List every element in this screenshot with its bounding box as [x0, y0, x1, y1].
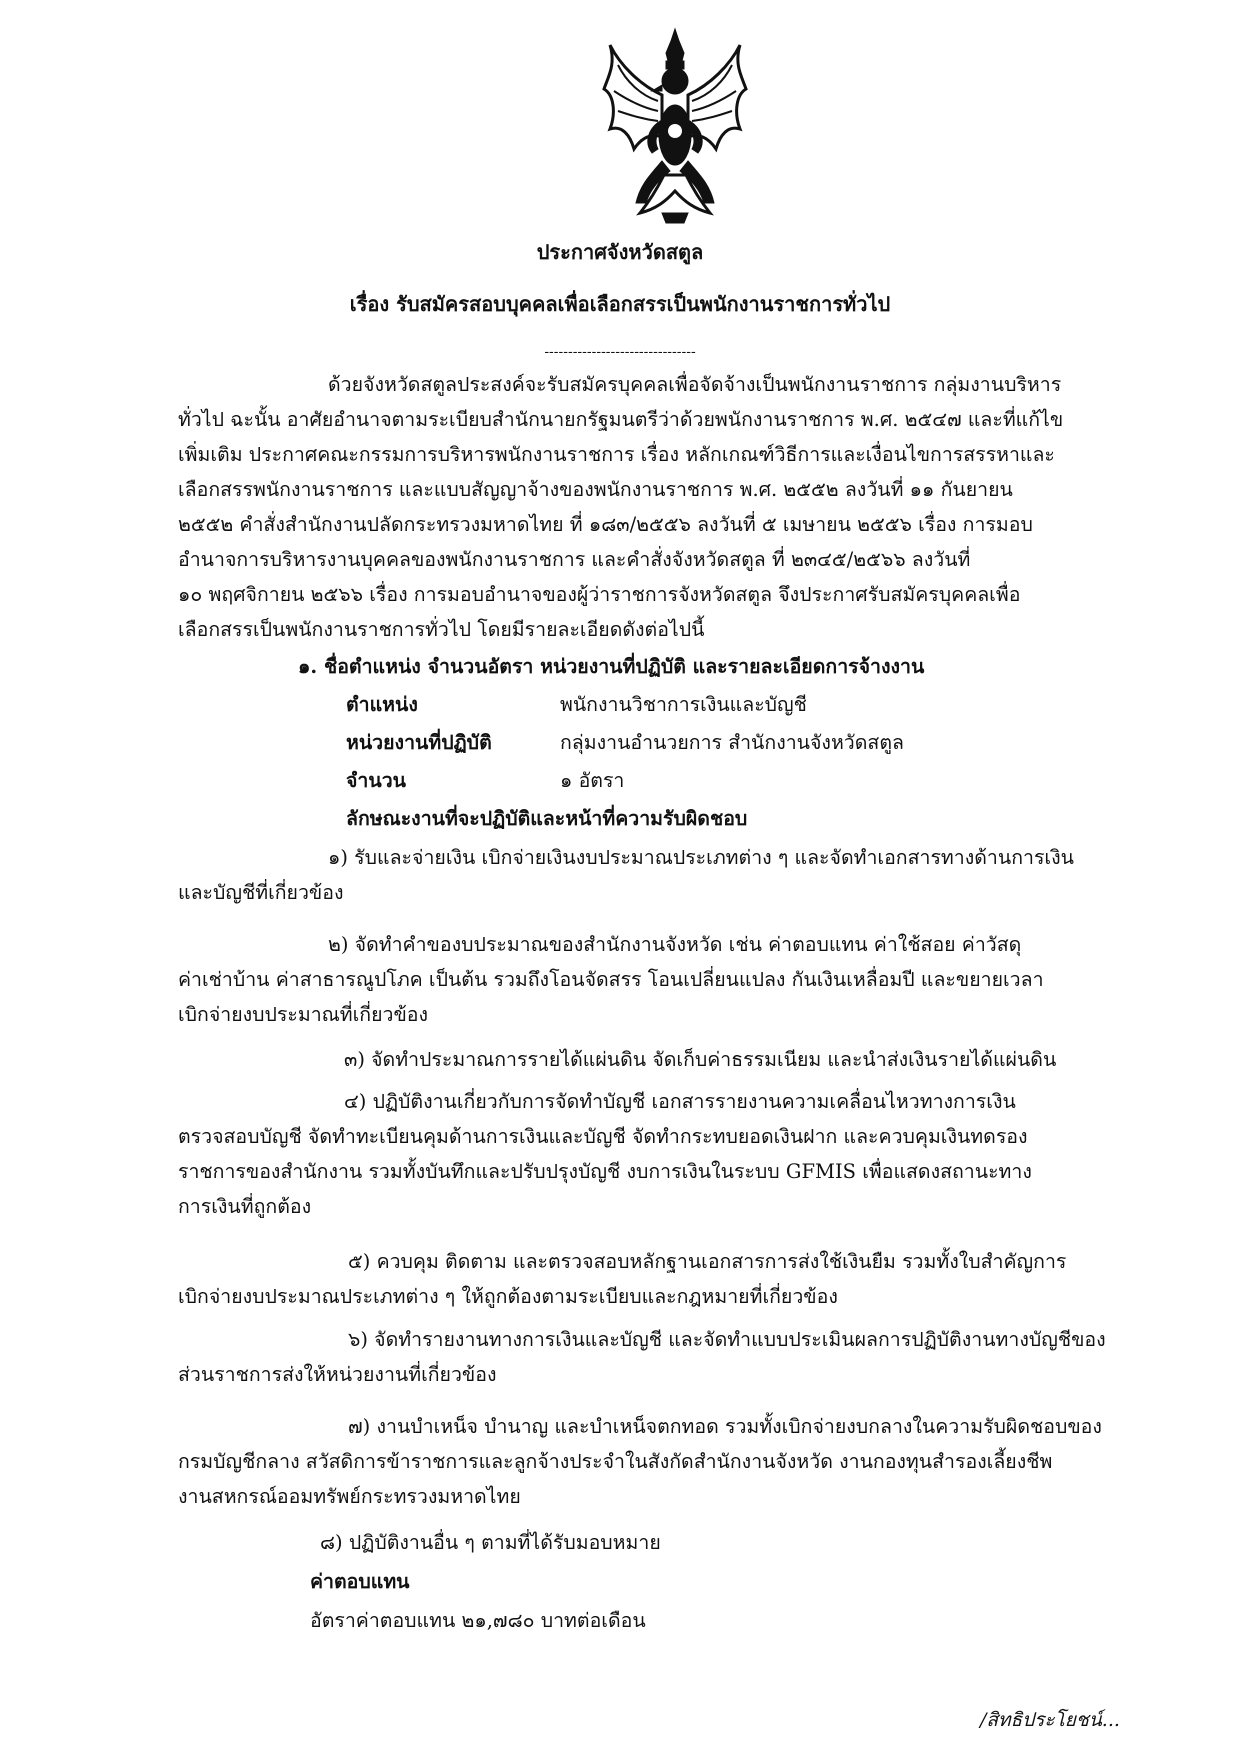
duty-line: ราชการของสำนักงาน รวมทั้งบันทึกและปรับปรุงบัญชี งบการเงินในระบบ GFMIS เพื่อแสดงสถานะทาง: [178, 1160, 1032, 1183]
duty-line: ตรวจสอบบัญชี จัดทำทะเบียนคุมด้านการเงินและบัญชี จัดทำกระทบยอดเงินฝาก และควบคุมเงินทดรอง: [178, 1125, 1028, 1148]
compensation-rate: อัตราค่าตอบแทน ๒๑,๗๘๐ บาทต่อเดือน: [310, 1609, 646, 1632]
duty-line: ค่าเช่าบ้าน ค่าสาธารณูปโภค เป็นต้น รวมถึงโอนจัดสรร โอนเปลี่ยนแปลง กันเงินเหลื่อมปี และขยายเวลา: [178, 968, 1044, 991]
duty-line: กรมบัญชีกลาง สวัสดิการข้าราชการและลูกจ้างประจำในสังกัดสำนักงานจังหวัด งานกองทุนสำรองเลี้ยงชีพ: [178, 1450, 1053, 1473]
unit-value: กลุ่มงานอำนวยการ สำนักงานจังหวัดสตูล: [560, 731, 904, 754]
intro-line: ด้วยจังหวัดสตูลประสงค์จะรับสมัครบุคคลเพื่อจัดจ้างเป็นพนักงานราชการ กลุ่มงานบริหาร: [328, 373, 1062, 396]
count-label: จำนวน: [346, 769, 406, 792]
duty-line: เบิกจ่ายงบประมาณที่เกี่ยวข้อง: [178, 1003, 429, 1026]
duty-line: ๘) ปฏิบัติงานอื่น ๆ ตามที่ได้รับมอบหมาย: [320, 1531, 661, 1554]
duty-line: เบิกจ่ายงบประมาณประเภทต่าง ๆ ให้ถูกต้องตามระเบียบและกฎหมายที่เกี่ยวข้อง: [178, 1285, 838, 1308]
intro-line: ทั่วไป ฉะนั้น อาศัยอำนาจตามระเบียบสำนักนายกรัฐมนตรีว่าด้วยพนักงานราชการ พ.ศ. ๒๕๔๗ และที่แก้ไข: [178, 408, 1064, 431]
section-heading: ๑. ชื่อตำแหน่ง จำนวนอัตรา หน่วยงานที่ปฏิบัติ และรายละเอียดการจ้างงาน: [298, 655, 925, 678]
position-label: ตำแหน่ง: [346, 693, 418, 716]
intro-line: ๑๐ พฤศจิกายน ๒๕๖๖ เรื่อง การมอบอำนาจของผู้ว่าราชการจังหวัดสตูล จึงประกาศรับสมัครบุคคลเพื่อ: [178, 583, 1021, 606]
duty-line: งานสหกรณ์ออมทรัพย์กระทรวงมหาดไทย: [178, 1485, 521, 1508]
duty-line: ๕) ควบคุม ติดตาม และตรวจสอบหลักฐานเอกสารการส่งใช้เงินยืม รวมทั้งใบสำคัญการ: [348, 1250, 1067, 1273]
duty-line: ๓) จัดทำประมาณการรายได้แผ่นดิน จัดเก็บค่าธรรมเนียม และนำส่งเงินรายได้แผ่นดิน: [344, 1048, 1057, 1071]
duty-line: ๑) รับและจ่ายเงิน เบิกจ่ายเงินงบประมาณประเภทต่าง ๆ และจัดทำเอกสารทางด้านการเงิน: [328, 846, 1074, 869]
intro-line: เลือกสรรเป็นพนักงานราชการทั่วไป โดยมีรายละเอียดดังต่อไปนี้: [178, 618, 705, 641]
document-subject: เรื่อง รับสมัครสอบบุคคลเพื่อเลือกสรรเป็นพนักงานราชการทั่วไป: [349, 292, 891, 316]
garuda-emblem-icon: [600, 25, 750, 230]
intro-line: ๒๕๕๒ คำสั่งสำนักงานปลัดกระทรวงมหาดไทย ที่ ๑๘๓/๒๕๕๖ ลงวันที่ ๕ เมษายน ๒๕๕๖ เรื่อง การมอบ: [178, 513, 1033, 536]
duty-line: ส่วนราชการส่งให้หน่วยงานที่เกี่ยวข้อง: [178, 1363, 497, 1386]
duty-line: และบัญชีที่เกี่ยวข้อง: [178, 881, 344, 904]
duty-line: ๒) จัดทำคำของบประมาณของสำนักงานจังหวัด เช่น ค่าตอบแทน ค่าใช้สอย ค่าวัสดุ: [328, 933, 1022, 956]
duty-line: ๗) งานบำเหน็จ บำนาญ และบำเหน็จตกทอด รวมทั้งเบิกจ่ายงบกลางในความรับผิดชอบของ: [348, 1415, 1102, 1438]
position-value: พนักงานวิชาการเงินและบัญชี: [560, 693, 807, 716]
continued-marker: /สิทธิประโยชน์...: [980, 1709, 1120, 1731]
unit-label: หน่วยงานที่ปฏิบัติ: [346, 731, 492, 754]
compensation-heading: ค่าตอบแทน: [310, 1570, 410, 1593]
count-value: ๑ อัตรา: [560, 769, 625, 792]
intro-line: อำนาจการบริหารงานบุคคลของพนักงานราชการ และคำสั่งจังหวัดสตูล ที่ ๒๓๔๕/๒๕๖๖ ลงวันที่: [178, 548, 971, 571]
duty-line: ๔) ปฏิบัติงานเกี่ยวกับการจัดทำบัญชี เอกสารรายงานความเคลื่อนไหวทางการเงิน: [344, 1090, 1016, 1113]
intro-line: เลือกสรรพนักงานราชการ และแบบสัญญาจ้างของพนักงานราชการ พ.ศ. ๒๕๕๒ ลงวันที่ ๑๑ กันยายน: [178, 478, 1013, 501]
divider-rule: --------------------------------: [544, 344, 696, 360]
duty-line: การเงินที่ถูกต้อง: [178, 1195, 312, 1218]
document-title: ประกาศจังหวัดสตูล: [536, 240, 704, 264]
intro-line: เพิ่มเติม ประกาศคณะกรรมการบริหารพนักงานราชการ เรื่อง หลักเกณฑ์วิธีการและเงื่อนไขการสรรหาและ: [178, 443, 1055, 466]
duty-line: ๖) จัดทำรายงานทางการเงินและบัญชี และจัดทำแบบประเมินผลการปฏิบัติงานทางบัญชีของ: [348, 1328, 1106, 1351]
duties-heading: ลักษณะงานที่จะปฏิบัติและหน้าที่ความรับผิดชอบ: [346, 807, 748, 830]
